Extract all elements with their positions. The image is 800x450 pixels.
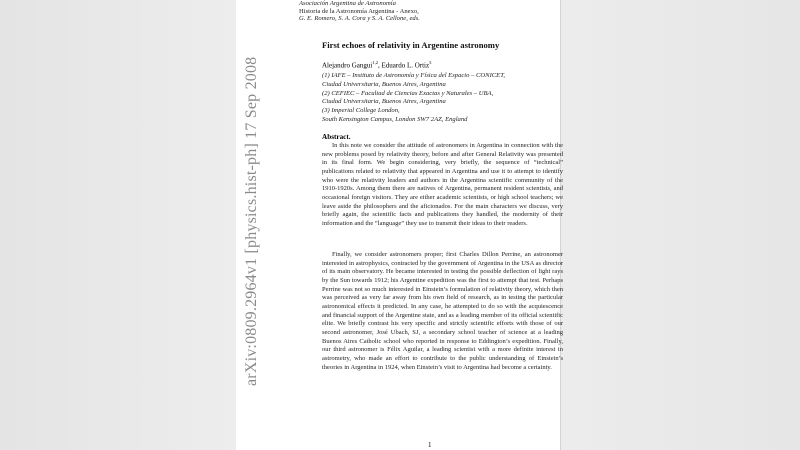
header-line-1: Asociación Argentina de Astronomía [299,0,396,7]
abstract-heading: Abstract. [322,133,351,141]
viewer-background-right [561,0,800,450]
viewer-background-left [0,0,236,450]
affiliations [322,72,505,125]
arxiv-stamp: arXiv:0809.2964v1 [physics.hist-ph] 17 Sep 2008 [243,56,260,386]
author-list [322,60,431,69]
author-2: Eduardo L. Ortiz [381,61,430,70]
author-1-affil: 1,2 [372,60,378,65]
abstract-paragraph-1: In this note we consider the attitude of astronomers in Argentina in connection with the new problems posed by relativity theory, before and after General Relativity was presented in its final form. We begin considering, very briefly, the sequence of “technical” publications related to relativity that appeared in Argentina and use it to attempt to identify who were the relativity leaders and authors in the Argentina scientific community of the 1910-1920s. Among them there are natives of Argentina, permanent resident scientists, and occasional foreign visitors. They are either academic scientists, or high school teachers; we leave aside the philosophers and the aficionados. For the main characters we discuss, very briefly again, the scientific facts and publications they handled, the modernity of their information and the “language” they use to transmit their ideas to their readers. [322,142,563,227]
affiliation-line: South Kensington Campus, London SW7 2AZ, England [322,115,468,123]
affiliation-line: (3) Imperial College London, [322,107,400,115]
paper-title: First echoes of relativity in Argentine astronomy [322,40,500,50]
abstract-paragraph-2: Finally, we consider astronomers proper; first Charles Dillon Perrine, an astronomer interested in astrophysics, contracted by the government of Argentina in the USA as director of its main observatory. He became interested in testing the possible deflection of light rays by the Sun towards 1912; his Argentine expedition was the first to attempt that test. Perhaps Perrine was not so much interested in Einstein’s formulation of relativity theory, which then was perceived as very far away from his own field of research, as in testing the particular astronomical effects it predicted. In any case, he attempted to do so with the acquiescence and financial support of the Argentine state, and as a leading member of its official scientific elite. We briefly contrast his very specific and strictly scientific efforts with those of our second astronomer, José Ubach, SJ, a secondary school teacher of science at a leading Buenos Aires Catholic school who reported in response to Eddington’s expedition. Finally, our third astronomer is Félix Aguilar, a leading scientist with a more definite interest in astrometry, who made an effort to contribute to the public understanding of Einstein’s theories in Argentina in 1924, when Einstein’s visit to Argentina had become a certainty. [322,251,563,371]
page-number: 1 [428,441,432,449]
affiliation-line: (1) IAFE – Instituto de Astronomía y Física del Espacio – CONICET, [322,72,506,79]
author-2-affil: 3 [429,60,432,65]
affiliation-line: Ciudad Universitaria, Buenos Aires, Argentina [322,80,446,88]
header-line-3: G. E. Romero, S. A. Cora y S. A. Cellone, eds. [299,15,420,23]
author-separator: , [377,61,382,70]
header-line-2: Historia de la Astronomía Argentina - Anexo, [299,7,419,15]
affiliation-line: Ciudad Universitaria, Buenos Aires, Argentina [322,98,446,106]
running-header [299,0,420,23]
author-1: Alejandro Gangui [322,61,373,70]
affiliation-line: (2) CEFIEC – Facultad de Ciencias Exactas y Naturales – UBA, [322,89,494,97]
